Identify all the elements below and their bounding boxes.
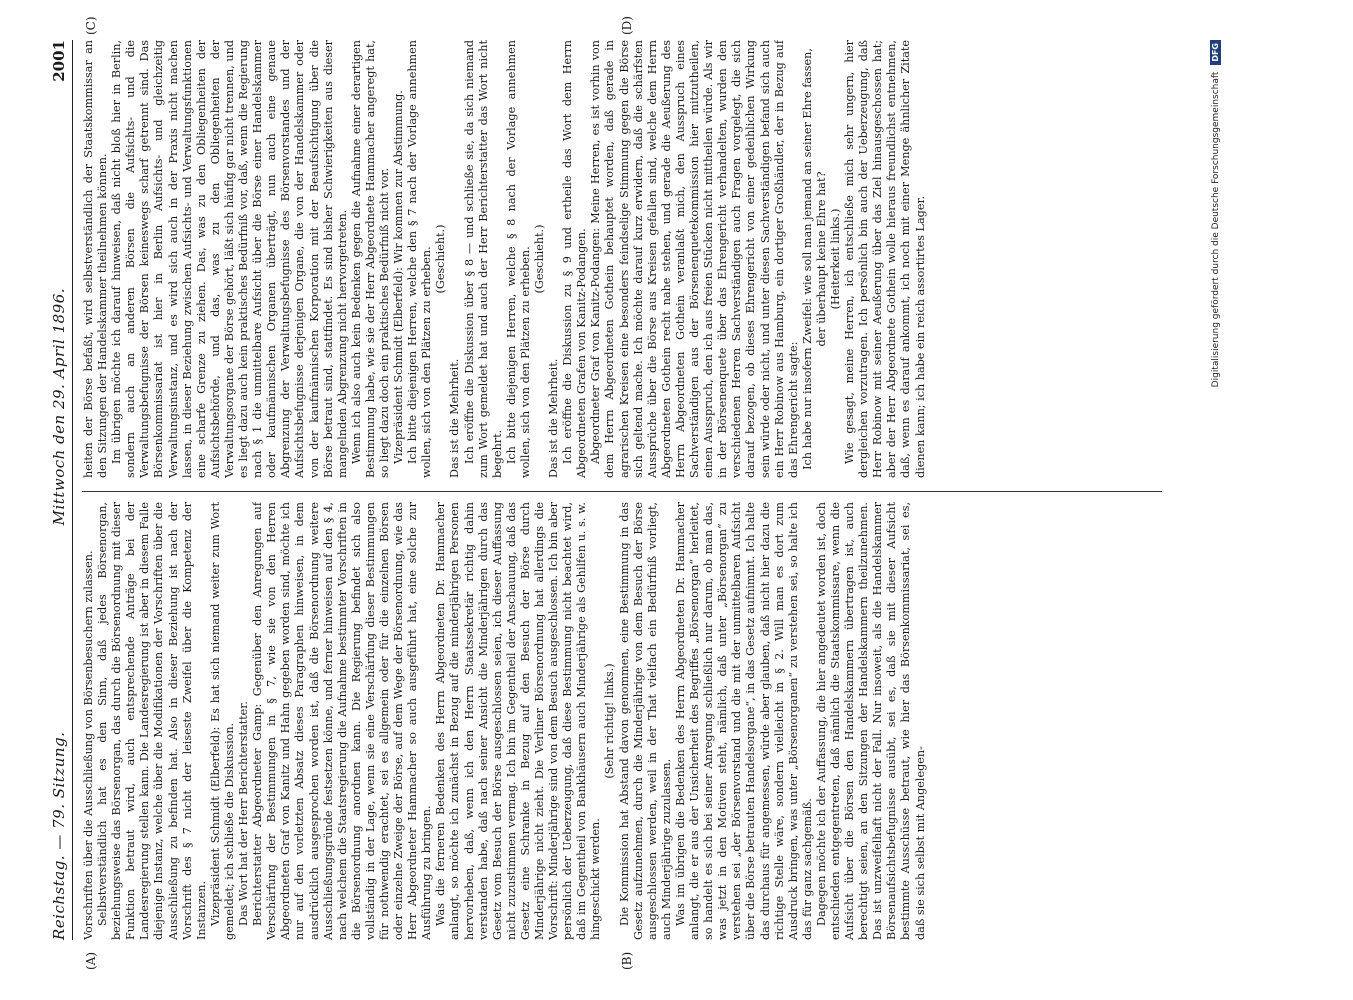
margin-marker-d: (D) <box>620 16 634 35</box>
paragraph: Ich eröffne die Diskussion über § 8 — und schließe sie, da sich niemand zum Wort gemeldet hat und auch der Herr Berichterstatter das Wort nicht begehrt. <box>462 40 504 478</box>
right-column <box>82 40 1162 478</box>
paragraph: Das Wort hat der Herr Berichterstatter. <box>237 701 251 926</box>
paragraph: Vizepräsident Schmidt (Elberfeld): Wir kommen zur Abstimmung. <box>392 90 406 464</box>
margin-marker-a: (A) <box>84 951 98 970</box>
margin-marker-b: (B) <box>620 951 634 970</box>
interjection: (Sehr richtig! links.) <box>603 663 617 779</box>
paragraph: Vizepräsident Schmidt (Elberfeld): Es hat sich niemand weiter zum Wort gemeldet; ich schließe die Diskussion. <box>208 502 236 940</box>
interjection: (Geschieht.) <box>533 224 546 294</box>
paragraph: heiten der Börse befaßt, wird selbstverständlich der Staatskommissar an den Sitzungen der Handelskammer theilnehmen können. <box>82 40 110 478</box>
dfg-logo: DFG <box>1210 40 1221 65</box>
page-number: 2001 <box>50 40 68 82</box>
header-session: Reichstag. — 79. Sitzung. <box>50 731 68 940</box>
interjection: (Heiterkeit links.) <box>828 208 842 310</box>
paragraph: Selbstverständlich hat es den Sinn, daß jedes Börsenorgan, beziehungsweise das Börsenorgan, das durch die Börsenordnung mit dieser Funktion betraut wird, auch entsprechende Anträge bei der Landesregierung stellen kann. Die Landesregierung ist aber in diesem Falle diejenige Instanz, welche über die Modifikationen der Vorschriften über die Ausschließung zu befinden hat. Also in dieser Beziehung ist nach der Vorschrift des § 7 nicht der leiseste Zweifel über die Kompetenz der Instanzen. <box>96 502 208 940</box>
margin-marker-c: (C) <box>84 16 98 35</box>
paragraph: Vorschriften über die Ausschließung von Börsenbesuchern zulassen. <box>82 550 95 940</box>
page-header <box>38 40 73 940</box>
paragraph: Dagegen möchte ich der Auffassung, die hier angedeutet worden ist, doch entschieden entgegentreten, daß nämlich die Staatskommissare, wenn die Aufsicht über die Börsen den Handelskammern übertragen ist, auch berechtigt seien, an den Sitzungen der Handelskammern theilzunehmen. Das ist unzweifelhaft nicht der Fall. Nur insoweit, als die Handelskammer Börsenaufsichtsbefugnisse ausübt, sei es, daß sie mit dieser Aufsicht bestimmte Ausschüsse betraut, wie hier das Börsenkommissariat, sei es, daß sie sich selbst mit Angelegen- <box>814 502 927 940</box>
left-column <box>82 502 1162 940</box>
paragraph: Im übrigen möchte ich darauf hinweisen, daß nicht bloß hier in Berlin, sondern auch an anderen Börsen die Aufsichts- und die Verwaltungsbefugnisse der Börsen keineswegs scharf getrennt sind. Das Börsenkommissariat ist hier in Berlin Aufsichts- und gleichzeitig Verwaltungsinstanz, und es wird sich auch in der Praxis nicht machen lassen, in dieser Beziehung zwischen Aufsichts- und Verwaltungsfunktionen eine scharfe Grenze zu ziehen. Das, was zu den Obliegenheiten der Aufsichtsbehörde, und das, was zu den Obliegenheiten der Verwaltungsorgane der Börse gehört, läßt sich häufig gar nicht trennen, und es liegt dazu auch kein praktisches Bedürfniß vor, daß, wenn die Regierung nach § 1 die unmittelbare Aufsicht über die Börse einer Handelskammer oder kaufmännischen Organen überträgt, nun auch eine genaue Abgrenzung der Verwaltungsbefugnisse des Börsenvorstandes und der Aufsichtsbefugnisse derjenigen Organe, die von der Handelskammer oder von der kaufmännischen Korporation mit der Beaufsichtigung über die Börse betraut sind, stattfindet. Es sind bisher Schwierigkeiten aus dieser mangelnden Abgrenzung nicht hervorgetreten. <box>110 40 349 478</box>
digitization-credit <box>1210 40 1221 940</box>
paragraph: Wie gesagt, meine Herren, ich entschließe mich sehr ungern, hier dergleichen vorzutragen. Ich persönlich bin auch der Ueberzeugung, daß Herr Robinow mit seiner Aeußerung über das Ziel hinausgeschossen hat; aber der Herr Abgeordnete Gothein wolle hieraus freundlichst entnehmen, daß, wenn es darauf ankommt, ich noch mit einer Menge ähnlicher Zitate dienen kann; ich habe ein reich assortirtes Lager. <box>843 40 927 478</box>
header-date: Mittwoch den 29. April 1896. <box>50 287 68 526</box>
paragraph: Das ist die Mehrheit. <box>448 358 462 478</box>
paragraph: Was im übrigen die Bedenken des Herrn Abgeordneten Dr. Hammacher anlangt, die er aus der Unsicherheit des Begriffes „Börsenorgan“ herleitet, so handelt es sich bei seiner Anregung schließlich nur darum, ob man das, was jetzt in den Motiven steht, nämlich, daß unter „Börsenorgan“ zu verstehen sei „der Börsenvorstand und die mit der unmittelbaren Aufsicht über die Börse betrauten Handelsorgane“, in das Gesetz aufnimmt. Ich halte das durchaus für angemessen, würde aber glauben, daß nicht hier dazu die richtige Stelle wäre, sondern vielleicht in § 2. Will man es dort zum Ausdruck bringen, was unter „Börsenorganen“ zu verstehen sei, so halte ich das für ganz sachgemäß. <box>673 502 814 940</box>
paragraph: Wenn ich also auch kein Bedenken gegen die Aufnahme einer derartigen Bestimmung habe, wie sie der Herr Abgeordnete Hammacher angeregt hat, so liegt dazu doch ein praktisches Bedürfniß nicht vor. <box>349 40 391 478</box>
paragraph: Das ist die Mehrheit. <box>547 358 561 478</box>
paragraph: Ich bitte diejenigen Herren, welche § 8 nach der Vorlage annehmen wollen, sich von den Plätzen zu erheben. <box>504 40 532 478</box>
paragraph: Die Kommission hat Abstand davon genommen, eine Bestimmung in das Gesetz aufzunehmen, durch die Minderjährige von dem Besuch der Börse ausgeschlossen werden, weil in der That vielfach ein Bedürfniß vorliegt, auch Minderjährige zuzulassen. <box>617 502 673 940</box>
interjection: (Geschieht.) <box>434 224 448 294</box>
paragraph: Abgeordneter Graf von Kanitz-Podangen: Meine Herren, es ist vorhin von dem Herrn Abgeordneten Gothein behauptet worden, daß gerade in agrarischen Kreisen eine besonders feindselige Stimmung gegen die Börse sich geltend mache. Ich möchte darauf kurz erwidern, daß die schärfsten Aussprüche über die Börse aus Kreisen gefallen sind, welche dem Herrn Abgeordneten Gothein recht nahe stehen, und gerade die Aeußerung des Herrn Abgeordneten Gothein veranlaßt mich, den Ausspruch eines Sachverständigen aus der Börsenenquetekommission hier mitzutheilen, einen Ausspruch, den ich aus freien Stücken nicht mittheilen würde. Als wir in der Börsenenquete über das Ehrengericht verhandelten, wurden den verschiedenen Herren Sachverständigen auch Fragen vorgelegt, die sich darauf bezogen, ob dieses Ehrengericht von einer gedeihlichen Wirkung sein würde oder nicht, und unter diesen Sachverständigen befand sich auch ein Herr Robinow aus Hamburg, ein dortiger Großhändler, der in Bezug auf das Ehrengericht sagte: <box>589 40 800 478</box>
paragraph: Ich eröffne die Diskussion zu § 9 und ertheile das Wort dem Herrn Abgeordneten Grafen von Kanitz-Podangen. <box>561 40 589 478</box>
column-divider <box>82 491 1162 492</box>
paragraph: Was die ferneren Bedenken des Herrn Abgeordneten Dr. Hammacher anlangt, so möchte ich zunächst in Bezug auf die minderjährigen Personen hervorheben, daß, wenn ich den Herrn Staatssekretär richtig dahin verstanden habe, daß nach seiner Ansicht die Minderjährigen durch das Gesetz vom Besuch der Börse ausgeschlossen seien, ich dieser Auffassung nicht zuzustimmen vermag. Ich bin im Gegentheil der Anschauung, daß das Gesetz eine Schranke in Bezug auf den Besuch der Börse durch Minderjährige nicht zieht. Die Verliner Börsenordnung hat allerdings die Vorschrift: Minderjährige sind von dem Besuch ausgeschlossen. Ich bin aber persönlich der Ueberzeugung, daß diese Bestimmung nicht beachtet wird, daß im Gegentheil von Bankhäusern auch Minderjährige als Gehilfen u. s. w. hingeschickt werden. <box>434 502 603 940</box>
paragraph: Ich bitte diejenigen Herren, welche den § 7 nach der Vorlage annehmen wollen, sich von den Plätzen zu erheben. <box>406 40 434 478</box>
credit-text: Digitalisierung gefördert durch die Deutsche Forschungsgemeinschaft <box>1211 71 1221 388</box>
quotation: Ich habe nur insofern Zweifel: wie soll man jemand an seiner Ehre fassen, der überhaupt keine Ehre hat? <box>800 48 828 470</box>
text-columns <box>82 40 1162 940</box>
paragraph: Berichterstatter Abgeordneter Gamp: Gegenüber den Anregungen auf Verschärfung der Bestimmungen in § 7, wie sie von den Herren Abgeordneten Graf von Kanitz und Hahn gegeben worden sind, möchte ich nur auf den vorletzten Absatz dieses Paragraphen hinweisen, in dem ausdrücklich ausgesprochen worden ist, daß die Börsenordnung weitere Ausschließungsgründe festsetzen könne, und ferner hinweisen auf den § 4, nach welchem die Staatsregierung die Aufnahme bestimmter Vorschriften in die Börsenordnung anordnen kann. Die Regierung befindet sich also vollständig in der Lage, wenn sie eine Verschärfung dieser Bestimmungen für nothwendig erachtet, sei es allgemein oder für die einzelnen Börsen oder einzelne Zweige der Börse, auf dem Wege der Börsenordnung, wie das Herr Abgeordneter Hammacher so auch ausgeführt hat, eine solche zur Ausführung zu bringen. <box>251 502 434 940</box>
